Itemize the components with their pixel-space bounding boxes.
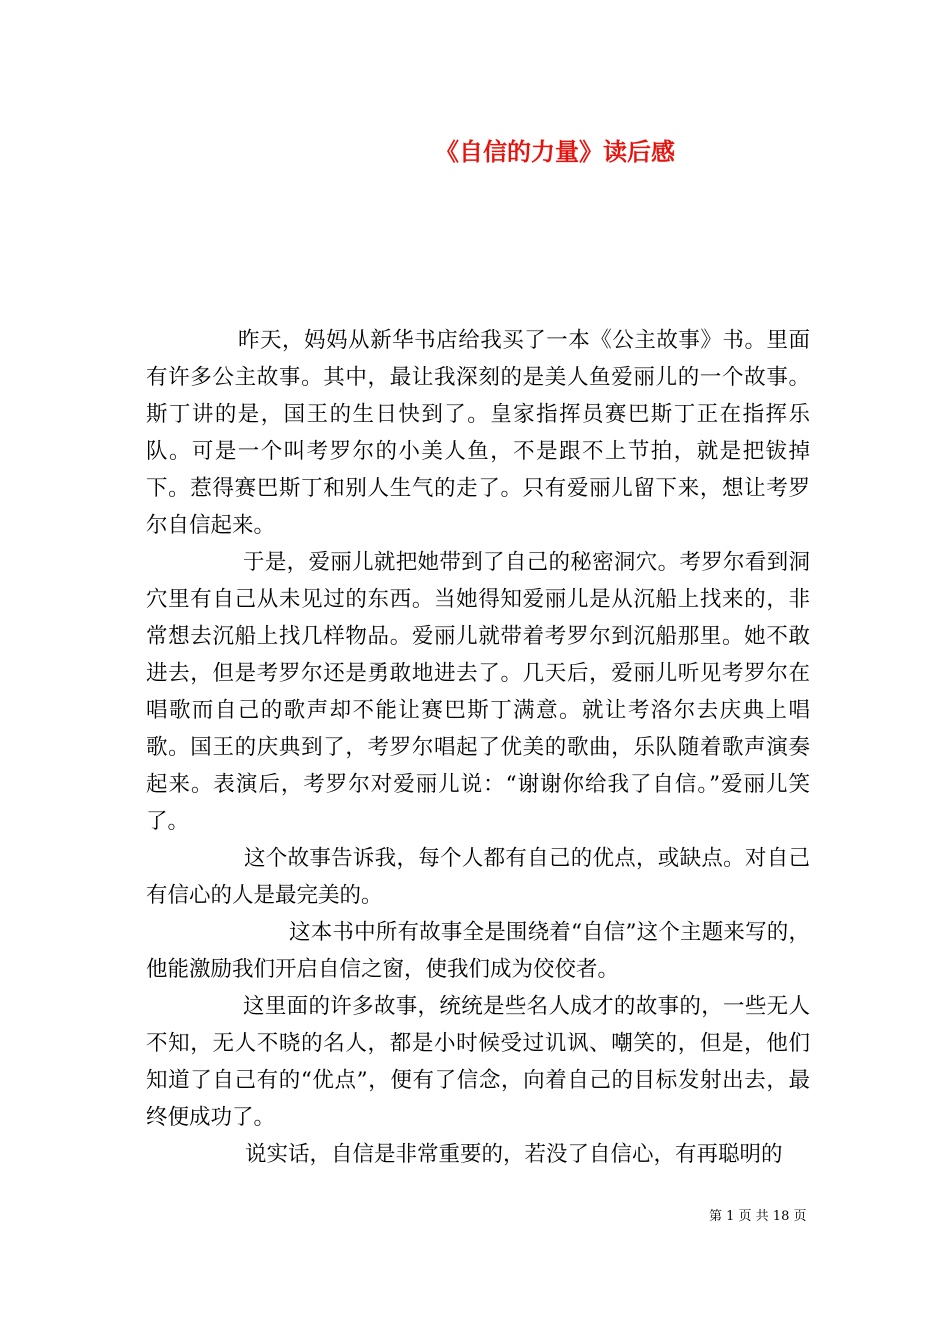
- paragraph: 这里面的许多故事，统统是些名人成才的故事的，一些无人不知，无人不晓的名人，都是小时候受过讥讽、嘲笑的，但是，他们知道了自己有的“优点”，便有了信念，向着自己的目标发射出去，最终便成功了。: [146, 994, 810, 1130]
- paragraph: 昨天，妈妈从新华书店给我买了一本《公主故事》书。里面有许多公主故事。其中，最让我深刻的是美人鱼爱丽儿的一个故事。斯丁讲的是，国王的生日快到了。皇家指挥员赛巴斯丁正在指挥乐队。可是一个叫考罗尔的小美人鱼，不是跟不上节拍，就是把钹掉下。惹得赛巴斯丁和别人生气的走了。只有爱丽儿留下来，想让考罗尔自信起来。: [146, 328, 810, 538]
- paragraph: 这个故事告诉我，每个人都有自己的优点，或缺点。对自己有信心的人是最完美的。: [146, 846, 810, 908]
- paragraph: 于是，爱丽儿就把她带到了自己的秘密洞穴。考罗尔看到洞穴里有自己从未见过的东西。当她得知爱丽儿是从沉船上找来的，非常想去沉船上找几样物品。爱丽儿就带着考罗尔到沉船那里。她不敢进去，但是考罗尔还是勇敢地进去了。几天后，爱丽儿听见考罗尔在唱歌而自己的歌声却不能让赛巴斯丁满意。就让考洛尔去庆典上唱歌。国王的庆典到了，考罗尔唱起了优美的歌曲，乐队随着歌声演奏起来。表演后，考罗尔对爱丽儿说：“谢谢你给我了自信。”爱丽儿笑了。: [146, 550, 810, 834]
- paragraph: 这本书中所有故事全是围绕着“自信”这个主题来写的，他能激励我们开启自信之窗，使我们成为佼佼者。: [146, 920, 810, 982]
- paragraph: 说实话，自信是非常重要的，若没了自信心，有再聪明的: [245, 1142, 783, 1167]
- document-title: 《自信的力量》读后感: [435, 138, 675, 166]
- document-body: [146, 322, 810, 1173]
- page-number-footer: 第 1 页 共 18 页: [709, 1209, 807, 1224]
